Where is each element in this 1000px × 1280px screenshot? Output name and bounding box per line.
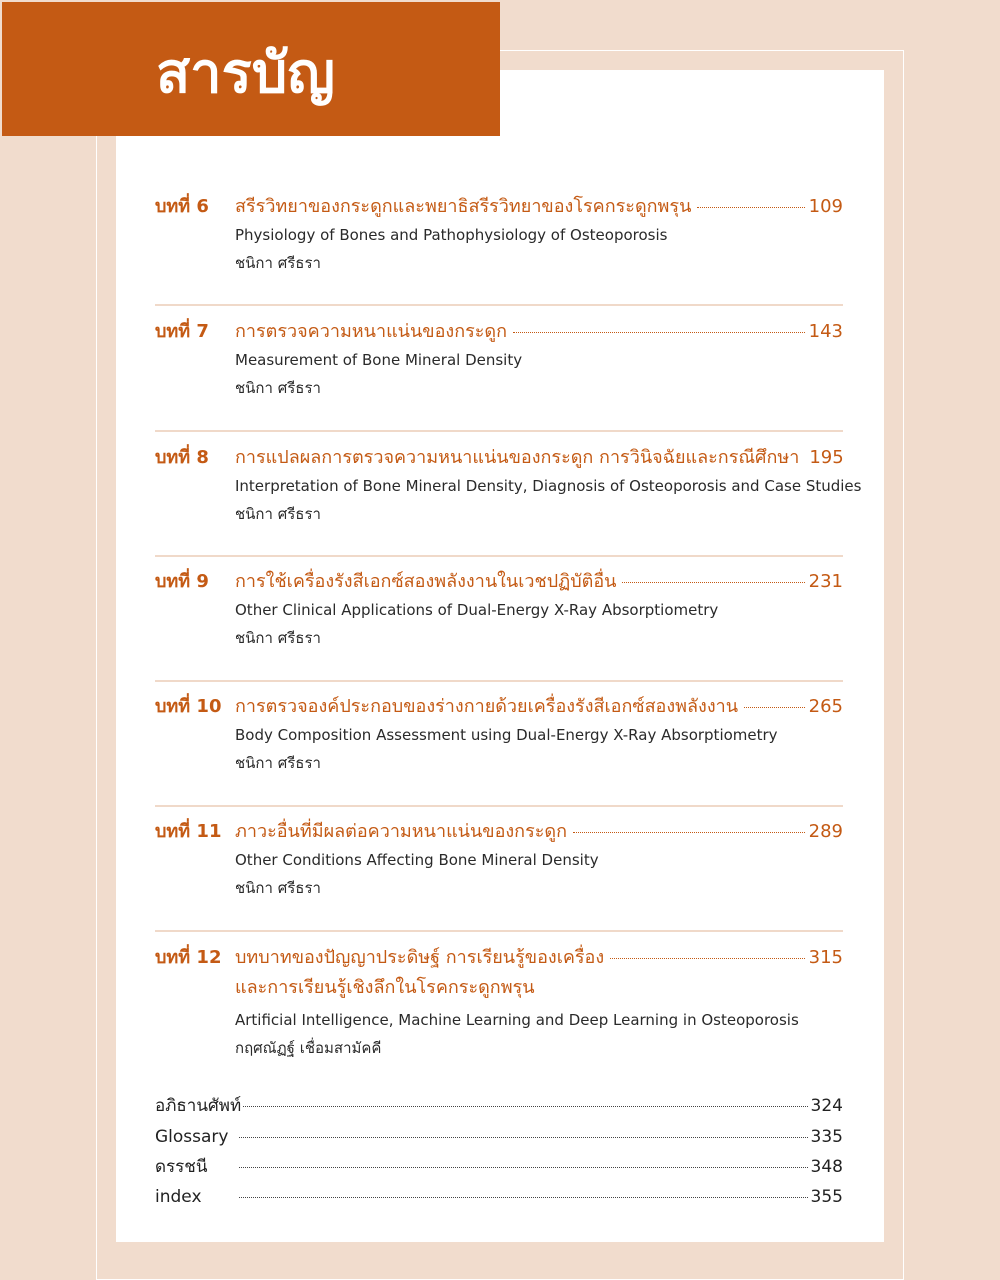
dot-leader xyxy=(243,1106,807,1107)
page-number: 289 xyxy=(808,821,843,842)
chapter-title-row xyxy=(235,820,843,844)
backmatter-item-index[interactable] xyxy=(155,1186,843,1208)
chapter-label: บทที่ 6 xyxy=(155,196,209,217)
chapter-title-row xyxy=(235,320,843,344)
page-number: 315 xyxy=(808,947,843,968)
backmatter-label: Glossary xyxy=(155,1127,229,1147)
backmatter-label: ดรรชนี xyxy=(155,1157,208,1177)
backmatter-item-glossary-th[interactable] xyxy=(155,1095,843,1117)
chapter-label: บทที่ 12 xyxy=(155,947,222,968)
page-number: 265 xyxy=(808,696,843,717)
chapter-title-row xyxy=(235,946,843,970)
divider xyxy=(155,805,843,807)
dot-leader xyxy=(513,332,805,333)
divider xyxy=(155,555,843,557)
backmatter-item-glossary[interactable] xyxy=(155,1126,843,1148)
page-number: 355 xyxy=(810,1187,843,1207)
chapter-label: บทที่ 10 xyxy=(155,696,222,717)
page-number: 231 xyxy=(808,571,843,592)
chapter-title-en: Physiology of Bones and Pathophysiology of Osteoporosis xyxy=(235,226,668,244)
divider xyxy=(155,680,843,682)
dot-leader xyxy=(622,582,804,583)
page-number: 143 xyxy=(808,321,843,342)
divider xyxy=(155,430,843,432)
divider xyxy=(155,304,843,306)
chapter-title-en: Measurement of Bone Mineral Density xyxy=(235,351,523,369)
backmatter-label: อภิธานศัพท์ xyxy=(155,1096,242,1116)
chapter-author: ชนิกา ศรีธรา xyxy=(235,879,321,897)
page-number: 195 xyxy=(809,447,844,468)
chapter-title-th: การแปลผลการตรวจความหนาแน่นของกระดูก การวินิจฉัยและกรณีศึกษา xyxy=(235,447,800,468)
chapter-title-en: Other Clinical Applications of Dual-Energy X-Ray Absorptiometry xyxy=(235,601,719,619)
chapter-label: บทที่ 7 xyxy=(155,321,209,342)
title-banner xyxy=(2,2,500,136)
chapter-title-th: การใช้เครื่องรังสีเอกซ์สองพลังงานในเวชปฏิบัติอื่น xyxy=(235,571,617,592)
chapter-title-th: สรีรวิทยาของกระดูกและพยาธิสรีรวิทยาของโรคกระดูกพรุน xyxy=(235,196,692,217)
backmatter-label: index xyxy=(155,1187,202,1207)
dot-leader xyxy=(744,707,805,708)
chapter-title-th: การตรวจความหนาแน่นของกระดูก xyxy=(235,321,508,342)
chapter-author: ชนิกา ศรีธรา xyxy=(235,505,321,523)
chapter-title-row xyxy=(235,570,843,594)
dot-leader xyxy=(239,1137,808,1138)
page-title: สารบัญ xyxy=(156,41,335,106)
chapter-author: ชนิกา ศรีธรา xyxy=(235,629,321,647)
chapter-title-en: Artificial Intelligence, Machine Learning and Deep Learning in Osteoporosis xyxy=(235,1011,799,1029)
dot-leader xyxy=(697,207,804,208)
page-number: 324 xyxy=(810,1096,843,1116)
chapter-title-th: การตรวจองค์ประกอบของร่างกายด้วยเครื่องรังสีเอกซ์สองพลังงาน xyxy=(235,696,739,717)
chapter-title-row xyxy=(235,695,843,719)
chapter-title-th: บทบาทของปัญญาประดิษฐ์ การเรียนรู้ของเครื่อง xyxy=(235,947,605,968)
backmatter-item-index-th[interactable] xyxy=(155,1156,843,1178)
dot-leader xyxy=(239,1167,808,1168)
page-number: 335 xyxy=(810,1127,843,1147)
chapter-title-en: Other Conditions Affecting Bone Mineral Density xyxy=(235,851,599,869)
chapter-title-row xyxy=(235,195,843,219)
chapter-title-th-line-2: และการเรียนรู้เชิงลึกในโรคกระดูกพรุน xyxy=(235,977,535,998)
chapter-title-row xyxy=(235,446,843,470)
dot-leader xyxy=(573,832,805,833)
chapter-author: ชนิกา ศรีธรา xyxy=(235,254,321,272)
chapter-title-en: Body Composition Assessment using Dual-Energy X-Ray Absorptiometry xyxy=(235,726,778,744)
content-panel xyxy=(116,70,884,1242)
page-number: 109 xyxy=(808,196,843,217)
divider xyxy=(155,930,843,932)
page-number: 348 xyxy=(810,1157,843,1177)
chapter-author: ชนิกา ศรีธรา xyxy=(235,754,321,772)
dot-leader xyxy=(610,958,804,959)
chapter-label: บทที่ 9 xyxy=(155,571,209,592)
chapter-author: กฤศณัฏฐ์ เชื่อมสามัคคี xyxy=(235,1039,382,1057)
chapter-author: ชนิกา ศรีธรา xyxy=(235,379,321,397)
dot-leader xyxy=(239,1197,808,1198)
chapter-title-en: Interpretation of Bone Mineral Density, Diagnosis of Osteoporosis and Case Studies xyxy=(235,477,862,495)
chapter-label: บทที่ 11 xyxy=(155,821,222,842)
chapter-label: บทที่ 8 xyxy=(155,447,209,468)
chapter-title-th: ภาวะอื่นที่มีผลต่อความหนาแน่นของกระดูก xyxy=(235,821,568,842)
